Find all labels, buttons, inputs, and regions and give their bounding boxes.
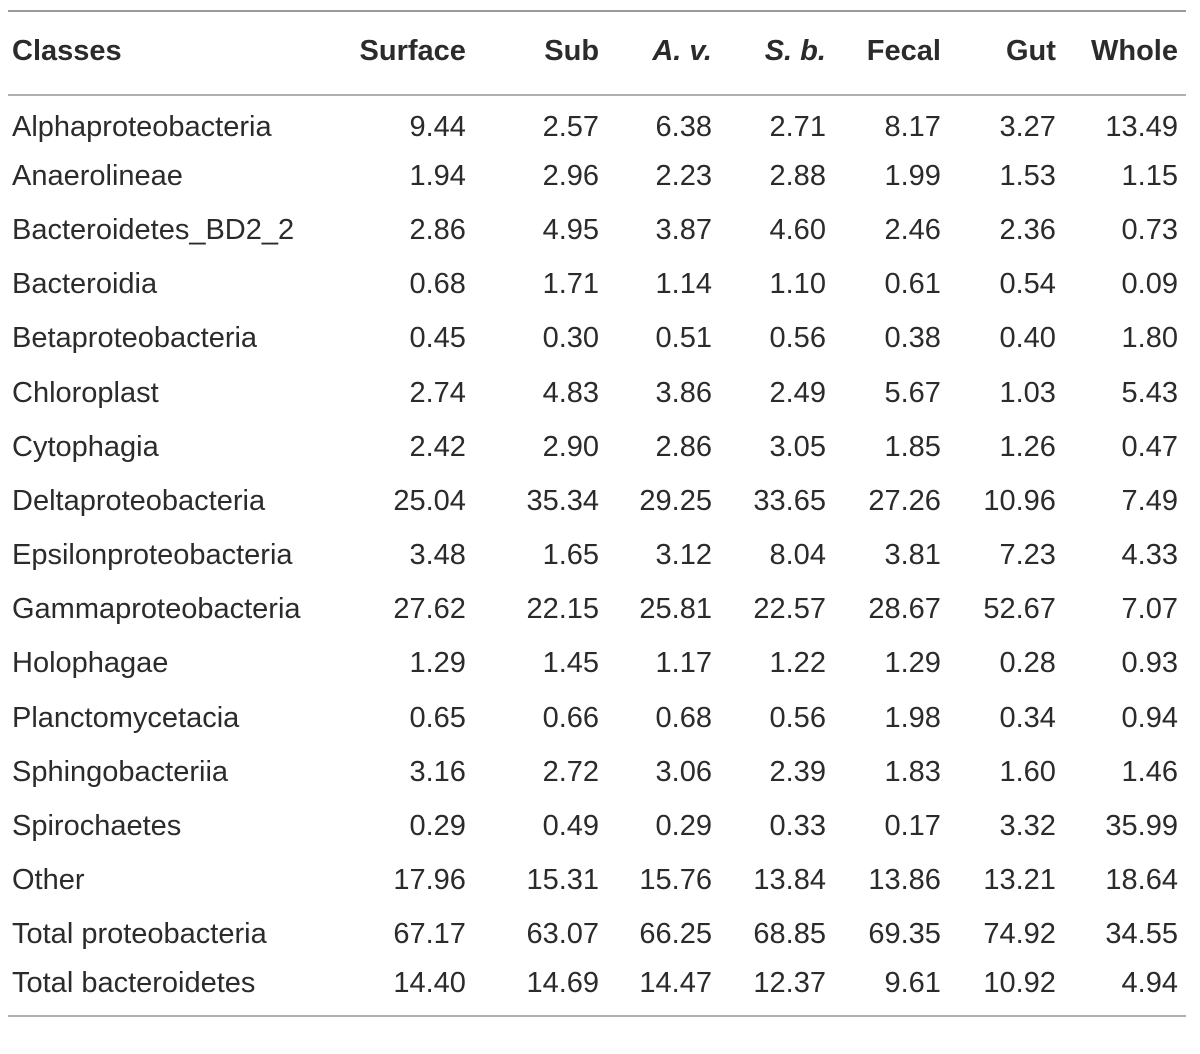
table-cell: 4.94 (1062, 962, 1186, 1016)
table-row (8, 529, 1186, 583)
data-table (8, 10, 1186, 1017)
table-cell: 69.35 (868, 918, 941, 951)
table-header (8, 11, 1186, 95)
table-cell: 7.49 (1121, 484, 1178, 517)
table-row (8, 95, 1186, 149)
table-cell: 0.49 (542, 810, 600, 843)
table-cell: 29.25 (639, 484, 712, 517)
table-cell: 1.03 (999, 376, 1056, 409)
table-cell: 3.48 (409, 539, 466, 572)
table-cell: 1.80 (1121, 322, 1178, 355)
table-row (8, 366, 1186, 420)
row-label: Epsilonproteobacteria (12, 539, 293, 572)
table-cell: 0.30 (542, 322, 600, 355)
column-header: Sub (472, 11, 605, 95)
table-cell: 3.12 (655, 539, 712, 572)
table-cell: 0.47 (1121, 430, 1178, 463)
table-cell: 27.26 (868, 484, 941, 517)
table-cell: 22.15 (526, 593, 600, 626)
row-label: Bacteroidia (12, 268, 158, 301)
table-cell: 10.96 (983, 484, 1056, 517)
table-cell: 3.86 (655, 376, 712, 409)
table-cell: 0.56 (769, 322, 826, 355)
table-cell: 0.28 (999, 647, 1056, 680)
table-cell: 4.33 (1121, 539, 1178, 572)
table-cell: 2.36 (999, 213, 1056, 246)
table-cell: 15.31 (526, 864, 600, 897)
table-row (8, 854, 1186, 908)
table-row (8, 420, 1186, 474)
table-cell: 1.83 (884, 755, 941, 788)
table-cell: 9.61 (832, 962, 947, 1016)
table-cell: 74.92 (983, 918, 1056, 951)
table-cell: 9.44 (409, 110, 466, 143)
table-cell: 34.55 (1105, 918, 1178, 951)
table-cell: 1.71 (542, 268, 600, 301)
row-label: Alphaproteobacteria (12, 110, 272, 143)
table-body (8, 95, 1186, 1016)
table-cell: 7.23 (999, 539, 1056, 572)
table-cell: 2.71 (769, 110, 826, 143)
table-cell: 2.88 (769, 159, 826, 192)
table-cell: 3.27 (999, 110, 1056, 143)
column-header: Whole (1062, 11, 1186, 95)
row-label: Chloroplast (12, 376, 159, 409)
table-row (8, 691, 1186, 745)
column-header: S. b. (718, 11, 832, 95)
table-cell: 66.25 (639, 918, 712, 951)
table-cell: 2.39 (769, 755, 826, 788)
row-label: Total bacteroidetes (8, 962, 355, 1016)
table-cell: 6.38 (655, 110, 712, 143)
table-cell: 4.95 (542, 213, 600, 246)
row-label: Deltaproteobacteria (12, 484, 266, 517)
table-cell: 0.68 (655, 701, 712, 734)
table-cell: 0.40 (999, 322, 1056, 355)
table-cell: 0.17 (884, 810, 941, 843)
table-cell: 0.09 (1121, 268, 1178, 301)
table-cell: 13.86 (868, 864, 941, 897)
table-cell: 1.14 (655, 268, 712, 301)
row-label: Holophagae (12, 647, 169, 680)
table-cell: 1.65 (542, 539, 600, 572)
table-cell: 28.67 (868, 593, 941, 626)
table-cell: 0.29 (655, 810, 712, 843)
table-cell: 35.99 (1105, 810, 1178, 843)
table-cell: 3.06 (655, 755, 712, 788)
row-label: Other (12, 864, 85, 897)
table-row (8, 799, 1186, 853)
table-cell: 2.72 (542, 755, 600, 788)
table-cell: 0.38 (884, 322, 941, 355)
table-cell: 7.07 (1121, 593, 1178, 626)
table-cell: 1.29 (409, 647, 466, 680)
table-cell: 3.32 (999, 810, 1056, 843)
column-header: Classes (8, 11, 355, 95)
table-cell: 0.34 (999, 701, 1056, 734)
table-cell: 52.67 (983, 593, 1056, 626)
table-row (8, 637, 1186, 691)
table-cell: 1.29 (884, 647, 941, 680)
table-cell: 1.22 (769, 647, 826, 680)
table-cell: 1.46 (1121, 755, 1178, 788)
table-cell: 8.17 (884, 110, 941, 143)
table-cell: 0.51 (655, 322, 712, 355)
table-cell: 25.04 (393, 484, 466, 517)
table-cell: 2.86 (409, 213, 466, 246)
table-cell: 0.29 (409, 810, 466, 843)
table-cell: 33.65 (753, 484, 826, 517)
table-cell: 2.90 (542, 430, 600, 463)
table-cell: 25.81 (639, 593, 712, 626)
table-cell: 5.43 (1121, 376, 1178, 409)
table-row (8, 203, 1186, 257)
table-cell: 5.67 (884, 376, 941, 409)
table-cell: 10.92 (947, 962, 1062, 1016)
column-header: Surface (355, 11, 472, 95)
table-cell: 1.10 (769, 268, 826, 301)
table-cell: 3.16 (409, 755, 466, 788)
table-cell: 14.40 (355, 962, 472, 1016)
table-cell: 1.53 (999, 159, 1056, 192)
row-label: Anaerolineae (12, 159, 183, 192)
row-label: Gammaproteobacteria (12, 593, 301, 626)
table-cell: 0.65 (409, 701, 466, 734)
table-cell: 67.17 (393, 918, 466, 951)
table-cell: 18.64 (1105, 864, 1178, 897)
table-cell: 2.96 (542, 159, 600, 192)
table-cell: 0.54 (999, 268, 1056, 301)
table-cell: 3.05 (769, 430, 826, 463)
table-cell: 22.57 (753, 593, 826, 626)
table-cell: 1.98 (884, 701, 941, 734)
table-row (8, 745, 1186, 799)
table-row (8, 312, 1186, 366)
table-cell: 1.85 (884, 430, 941, 463)
table-cell: 2.49 (769, 376, 826, 409)
table-cell: 68.85 (753, 918, 826, 951)
column-header: A. v. (605, 11, 718, 95)
row-label: Sphingobacteriia (12, 755, 229, 788)
table-cell: 0.94 (1121, 701, 1178, 734)
table-cell: 35.34 (526, 484, 600, 517)
table-cell: 0.45 (409, 322, 466, 355)
table-cell: 2.57 (542, 110, 600, 143)
table-cell: 0.56 (769, 701, 826, 734)
column-header: Gut (947, 11, 1062, 95)
table-cell: 2.74 (409, 376, 466, 409)
table-cell: 3.87 (655, 213, 712, 246)
table-cell: 2.42 (409, 430, 466, 463)
table-cell: 1.17 (655, 647, 712, 680)
table-cell: 13.21 (983, 864, 1056, 897)
table-cell: 1.26 (999, 430, 1056, 463)
table-cell: 1.15 (1121, 159, 1178, 192)
table-cell: 1.94 (409, 159, 466, 192)
table-cell: 27.62 (393, 593, 466, 626)
column-header: Fecal (832, 11, 947, 95)
table-cell: 17.96 (393, 864, 466, 897)
table-cell: 0.33 (769, 810, 826, 843)
table-cell: 2.46 (884, 213, 941, 246)
row-label: Betaproteobacteria (12, 322, 258, 355)
table-cell: 0.68 (409, 268, 466, 301)
table-cell: 4.60 (769, 213, 826, 246)
table-cell: 14.69 (472, 962, 605, 1016)
table-cell: 14.47 (605, 962, 718, 1016)
table-row (8, 962, 1186, 1016)
table-cell: 0.73 (1121, 213, 1178, 246)
table-cell: 15.76 (639, 864, 712, 897)
table-cell: 0.66 (542, 701, 600, 734)
table-cell: 4.83 (542, 376, 600, 409)
table-cell: 8.04 (769, 539, 826, 572)
table-cell: 0.61 (884, 268, 941, 301)
table-cell: 0.93 (1121, 647, 1178, 680)
table-cell: 1.45 (542, 647, 600, 680)
row-label: Bacteroidetes_BD2_2 (12, 213, 295, 246)
table-cell: 63.07 (526, 918, 600, 951)
table-cell: 2.86 (655, 430, 712, 463)
row-label: Cytophagia (12, 430, 159, 463)
table-cell: 1.99 (884, 159, 941, 192)
table-cell: 1.60 (999, 755, 1056, 788)
row-label: Total proteobacteria (12, 918, 267, 951)
header-row (8, 11, 1186, 95)
table-row (8, 474, 1186, 528)
table-cell: 2.23 (655, 159, 712, 192)
table-row (8, 583, 1186, 637)
table-row (8, 908, 1186, 962)
table-cell: 13.84 (753, 864, 826, 897)
row-label: Spirochaetes (12, 810, 182, 843)
table-cell: 13.49 (1105, 110, 1178, 143)
table-cell: 3.81 (884, 539, 941, 572)
table-cell: 12.37 (718, 962, 832, 1016)
table-row (8, 149, 1186, 203)
table-row (8, 258, 1186, 312)
row-label: Planctomycetacia (12, 701, 240, 734)
